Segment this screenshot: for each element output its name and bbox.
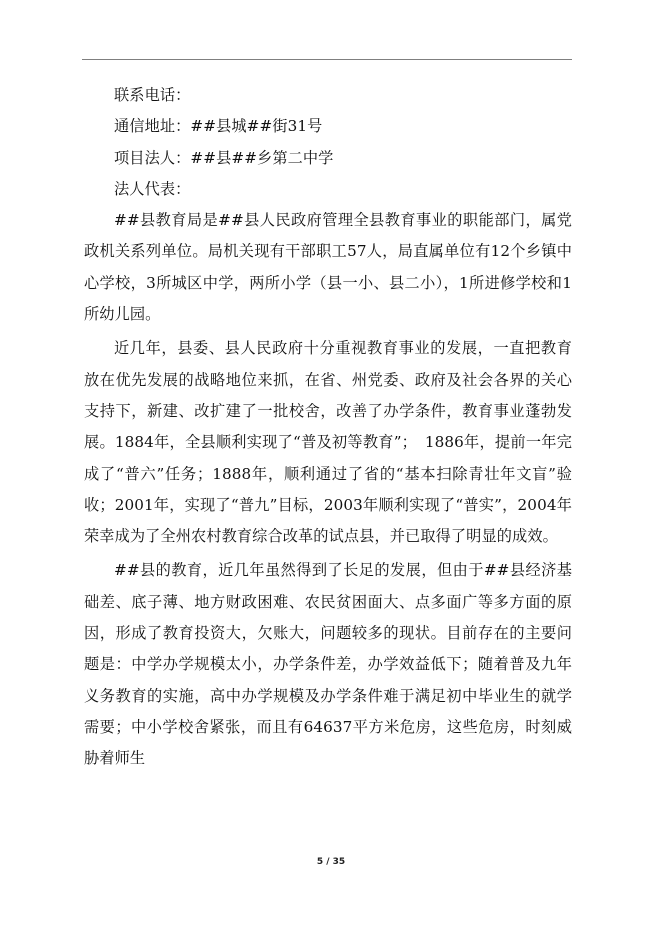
contact-address: 通信地址：##县城##街31号 [114,117,323,136]
page-number: 5 / 35 [316,857,346,867]
paragraph-bureau-intro: ##县教育局是##县人民政府管理全县教育事业的职能部门，属党政机关系列单位。局机关现有干部职工57人，局直属单位有12个乡镇中心学校，3所城区中学，两所小学（县一小、县二小），1所进修学校和1所幼儿园。 [84,211,572,324]
document-body [84,80,572,775]
header-rule [82,59,572,60]
legal-representative: 法人代表： [114,179,191,198]
project-legal-entity: 项目法人：##县##乡第二中学 [114,148,334,167]
paragraph-problems: ##县的教育，近几年虽然得到了长足的发展，但由于##县经济基础差、底子薄、地方财政困难、农民贫困面大、点多面广等多方面的原因，形成了教育投资大，欠账大，问题较多的现状。目前存在的主要问题是：中学办学规模太小，办学条件差，办学效益低下；随着普及九年义务教育的实施，高中办学规模及办学条件难于满足初中毕业生的就学需要；中小学校舍紧张，而且有64637平方米危房，这些危房，时刻威胁着师生 [84,561,572,768]
contact-phone: 联系电话： [114,86,191,104]
paragraph-development: 近几年，县委、县人民政府十分重视教育事业的发展，一直把教育放在优先发展的战略地位来抓，在省、州党委、政府及社会各界的关心支持下，新建、改扩建了一批校舍，改善了办学条件，教育事业蓬勃发展。1884年，全县顺利实现了“普及初等教育”； 1886年，提前一年完成了“普六”任务；1888年，顺利通过了省的“基本扫除青壮年文盲”验收；2001年，实现了“普九”目标，2003年顺利实现了“普实”，2004年荣幸成为了全州农村教育综合改革的试点县，并已取得了明显的成效。 [84,339,572,546]
